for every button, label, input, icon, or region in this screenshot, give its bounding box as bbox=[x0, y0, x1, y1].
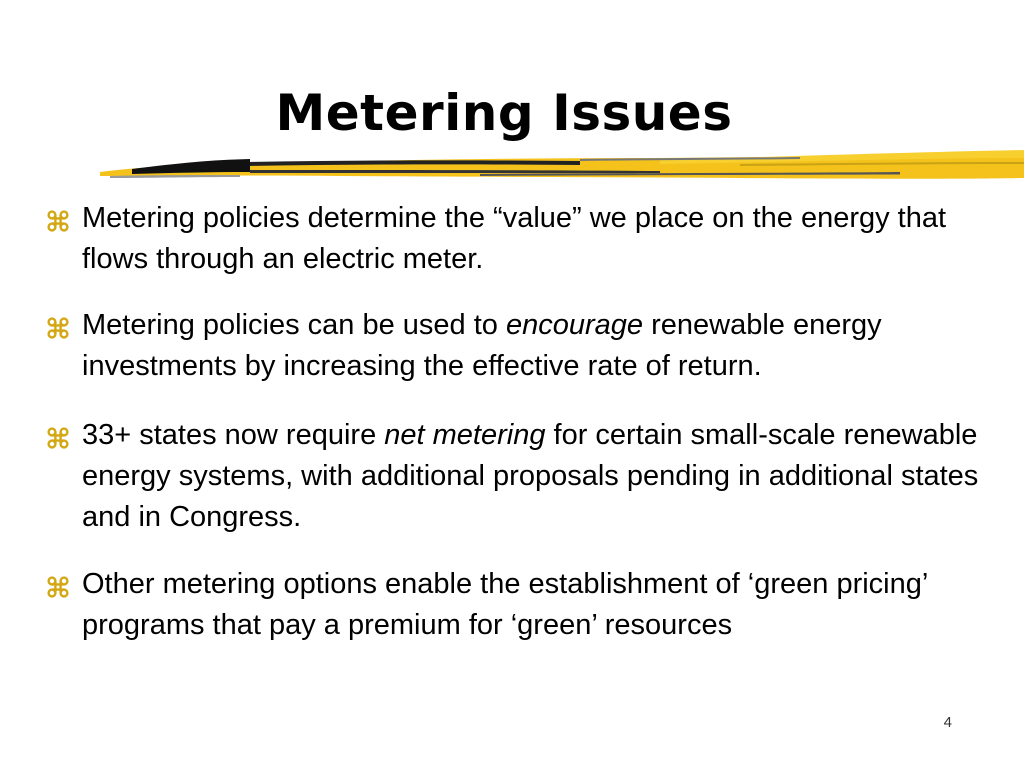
command-key-icon bbox=[46, 209, 70, 233]
bullet-item bbox=[46, 305, 1006, 387]
brush-dark-streak bbox=[132, 159, 250, 174]
bullet-text: Metering policies determine the “value” we place on the energy that flows through an electric meter. bbox=[82, 202, 947, 275]
bullet-item bbox=[46, 415, 1006, 538]
command-key-icon bbox=[46, 575, 70, 599]
bullet-item bbox=[46, 198, 1006, 280]
bullet-text: Metering policies can be used to bbox=[82, 309, 506, 341]
command-key-icon bbox=[46, 316, 70, 340]
bullet-text: renewable energy investments by increasing the effective rate of return. bbox=[82, 309, 882, 382]
bullet-text: 33+ states now require bbox=[82, 419, 385, 451]
brush-stroke-divider bbox=[100, 148, 1024, 188]
slide-title: Metering Issues bbox=[275, 84, 733, 142]
bullet-text: for certain small-scale renewable energy systems, with additional proposals pending in additional states and in Congress. bbox=[82, 419, 979, 533]
bullet-emphasis: net metering bbox=[384, 419, 546, 451]
bullet-text: Other metering options enable the establishment of ‘green pricing’ programs that pay a premium for ‘green’ resources bbox=[82, 568, 928, 641]
page-number: 4 bbox=[943, 714, 952, 731]
bullet-item bbox=[46, 564, 1006, 646]
command-key-icon bbox=[46, 426, 70, 450]
bullet-list bbox=[46, 198, 1006, 674]
bullet-emphasis: encourage bbox=[505, 309, 644, 341]
